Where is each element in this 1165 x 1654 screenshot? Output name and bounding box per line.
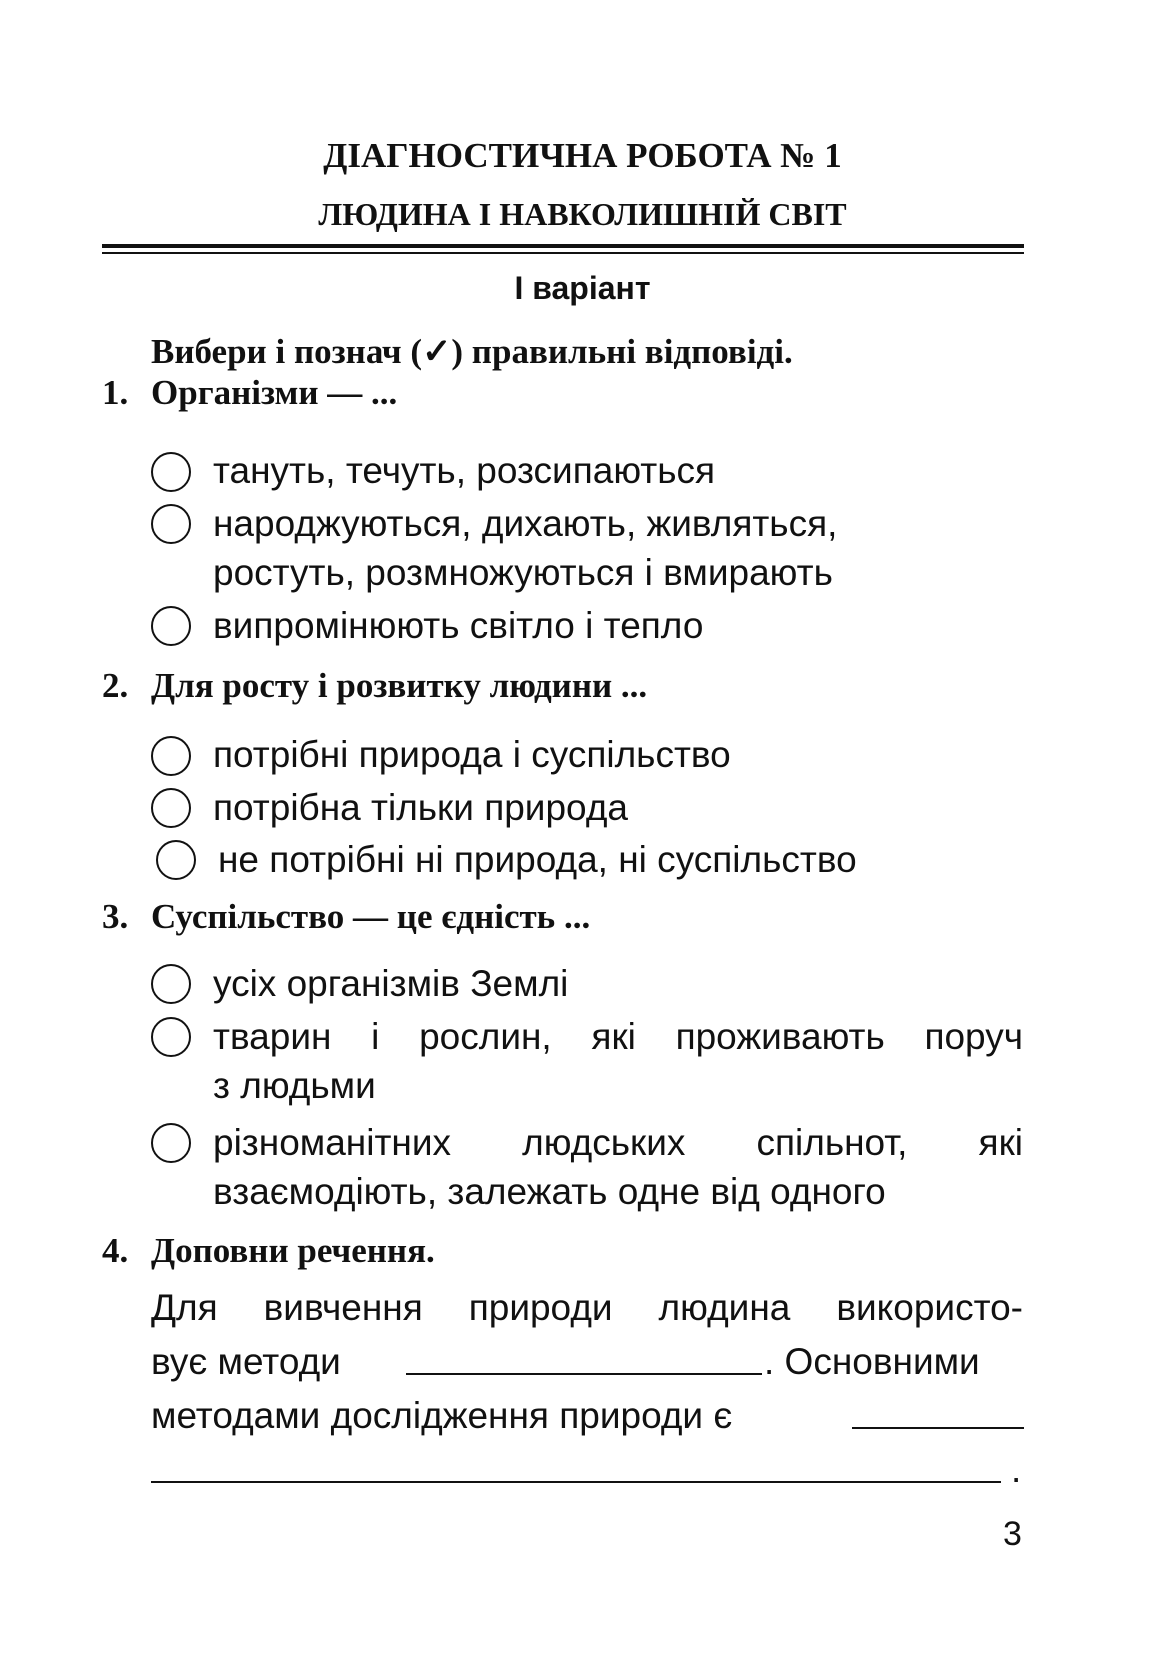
- answer-option-continued: взаємодіють, залежать одне від одного: [213, 1171, 886, 1212]
- question-text: Доповни речення.: [151, 1231, 435, 1270]
- fill-in-text: методами дослідження природи є: [151, 1395, 733, 1436]
- answer-option: потрібні природа і суспільство: [213, 734, 731, 775]
- answer-radio[interactable]: [156, 840, 196, 880]
- fill-in-text: Для вивчення природи людина використо-: [151, 1287, 1023, 1328]
- fill-in-text: . Основними: [764, 1341, 980, 1382]
- question-number: 3.: [102, 897, 129, 936]
- answer-radio[interactable]: [151, 452, 191, 492]
- answer-radio[interactable]: [151, 788, 191, 828]
- question-text: Організми — ...: [151, 373, 398, 412]
- question-number: 1.: [102, 373, 129, 412]
- answer-radio[interactable]: [151, 736, 191, 776]
- sentence-end: .: [1011, 1449, 1022, 1490]
- answer-blank[interactable]: [406, 1373, 762, 1375]
- page-title: ДІАГНОСТИЧНА РОБОТА № 1: [323, 136, 842, 175]
- answer-option: тварин і рослин, які проживають поруч: [213, 1016, 1023, 1057]
- variant-label: І варіант: [514, 270, 651, 306]
- fill-in-text: вує методи: [151, 1341, 341, 1382]
- answer-radio[interactable]: [151, 606, 191, 646]
- instruction: Вибери і познач (✓) правильні відповіді.: [151, 332, 793, 371]
- page-number: 3: [1003, 1515, 1022, 1553]
- answer-option: різноманітних людських спільнот, які: [213, 1122, 1023, 1163]
- question-number: 2.: [102, 666, 129, 705]
- answer-option: народжуються, дихають, живляться,: [213, 503, 838, 544]
- question-text: Для росту і розвитку людини ...: [151, 666, 648, 705]
- answer-radio[interactable]: [151, 964, 191, 1004]
- answer-radio[interactable]: [151, 1017, 191, 1057]
- answer-option: не потрібні ні природа, ні суспільство: [218, 839, 857, 880]
- answer-option-continued: з людьми: [213, 1065, 376, 1106]
- answer-radio[interactable]: [151, 1123, 191, 1163]
- question-text: Суспільство — це єдність ...: [151, 897, 591, 936]
- answer-option: усіх організмів Землі: [213, 963, 569, 1004]
- answer-blank[interactable]: [151, 1481, 1001, 1483]
- answer-option: випромінюють світло і тепло: [213, 605, 704, 646]
- answer-option: тануть, течуть, розсипаються: [213, 450, 716, 491]
- answer-radio[interactable]: [151, 504, 191, 544]
- header-divider-thick: [102, 244, 1024, 248]
- header-divider-thin: [102, 252, 1024, 254]
- page-subtitle: ЛЮДИНА І НАВКОЛИШНІЙ СВІТ: [318, 196, 847, 232]
- answer-blank[interactable]: [852, 1427, 1024, 1429]
- answer-option: потрібна тільки природа: [213, 787, 628, 828]
- answer-option-continued: ростуть, розмножуються і вмирають: [213, 552, 833, 593]
- question-number: 4.: [102, 1231, 129, 1270]
